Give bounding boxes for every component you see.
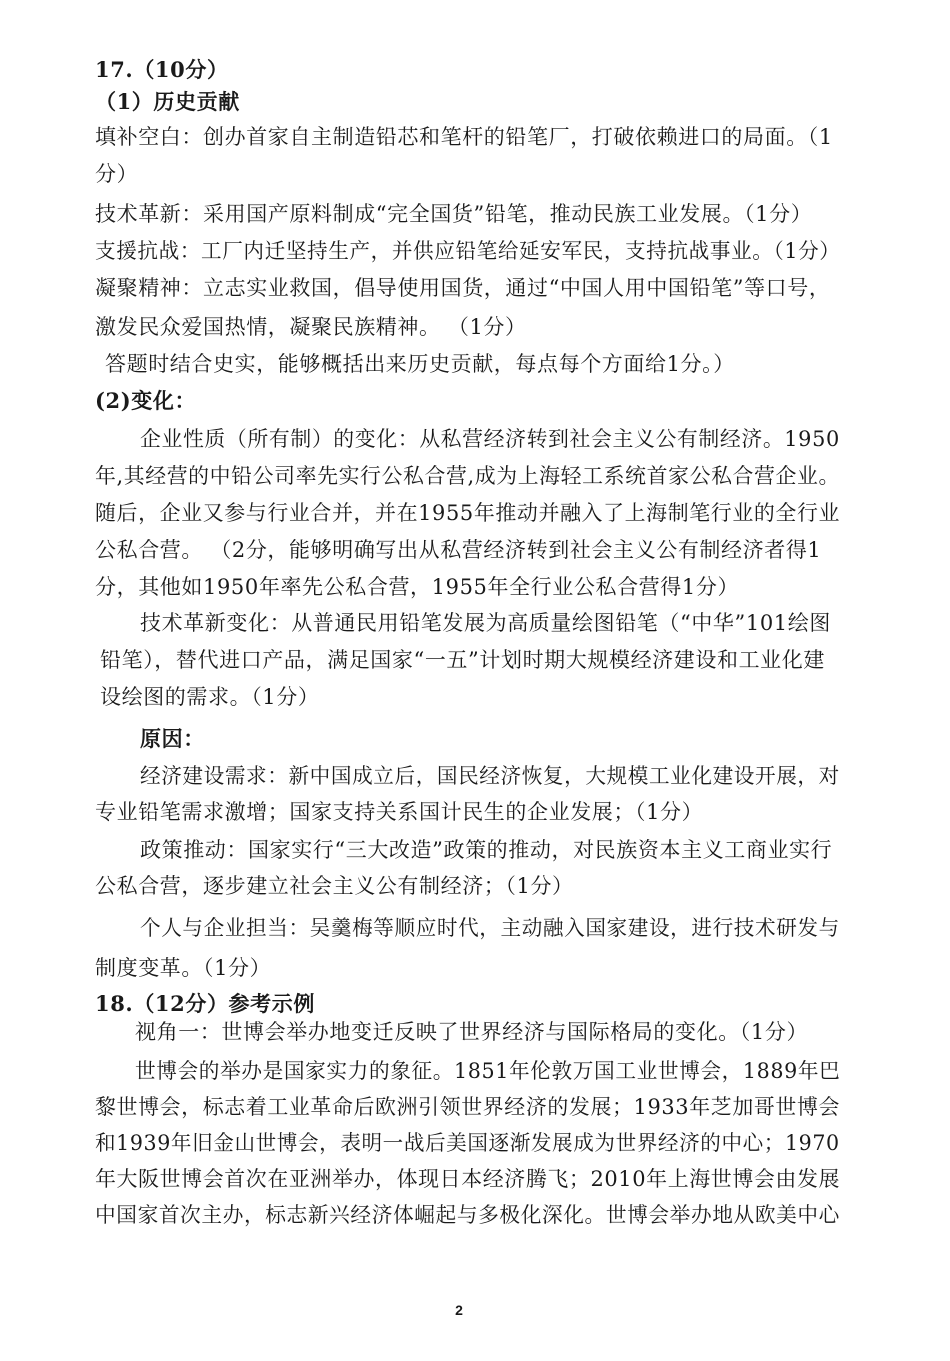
q17-part1-line: 填补空白：创办首家自主制造铅芯和笔杆的铅笔厂，打破依赖进口的局面。（1 xyxy=(95,125,833,149)
q17-reason-title: 原因： xyxy=(140,726,205,751)
q18-line: 世博会的举办是国家实力的象征。1851年伦敦万国工业世博会，1889年巴 xyxy=(135,1059,841,1083)
q17-part2-line: 分，其他如1950年率先公私合营，1955年全行业公私合营得1分） xyxy=(95,575,740,599)
q17-reason-line: 个人与企业担当：吴羹梅等顺应时代，主动融入国家建设，进行技术研发与 xyxy=(140,916,840,940)
q18-heading: 18.（12分）参考示例 xyxy=(95,991,315,1016)
q17-part2-line: 年,其经营的中铅公司率先实行公私合营,成为上海轻工系统首家公私合营企业。 xyxy=(95,464,840,488)
page-number: 2 xyxy=(455,1302,463,1318)
q17-part1-line: 技术革新：采用国产原料制成“完全国货”铅笔，推动民族工业发展。（1分） xyxy=(95,202,813,226)
q18-line: 年大阪世博会首次在亚洲举办，体现日本经济腾飞；2010年上海世博会由发展 xyxy=(95,1167,841,1191)
q17-part1-line: 分） xyxy=(95,162,139,186)
q17-part2-line: 随后，企业又参与行业合并，并在1955年推动并融入了上海制笔行业的全行业 xyxy=(95,501,841,525)
q17-part1-line: 激发民众爱国热情，凝聚民族精神。 （1分） xyxy=(95,315,527,339)
q18-line: 黎世博会，标志着工业革命后欧洲引领世界经济的发展；1933年芝加哥世博会 xyxy=(95,1095,841,1119)
q17-part2-line: 设绘图的需求。（1分） xyxy=(100,685,320,709)
q17-heading: 17.（10分） xyxy=(95,57,229,82)
q17-part2-line: 技术革新变化：从普通民用铅笔发展为高质量绘图铅笔（“中华”101绘图 xyxy=(140,611,831,635)
q17-part1-line: 凝聚精神：立志实业救国，倡导使用国货，通过“中国人用中国铅笔”等口号， xyxy=(95,276,831,300)
q18-line: 视角一：世博会举办地变迁反映了世界经济与国际格局的变化。（1分） xyxy=(135,1020,809,1044)
q18-line: 中国家首次主办，标志新兴经济体崛起与多极化深化。世博会举办地从欧美中心 xyxy=(95,1203,840,1227)
q17-part1-line: 支援抗战：工厂内迁坚持生产，并供应铅笔给延安军民，支持抗战事业。（1分） xyxy=(95,239,841,263)
q17-reason-line: 专业铅笔需求激增；国家支持关系国计民生的企业发展；（1分） xyxy=(95,800,704,824)
q17-part1-note: 答题时结合史实，能够概括出来历史贡献，每点每个方面给1分。） xyxy=(105,352,735,376)
q17-reason-line: 公私合营，逐步建立社会主义公有制经济；（1分） xyxy=(95,874,574,898)
q17-reason-line: 经济建设需求：新中国成立后，国民经济恢复，大规模工业化建设开展，对 xyxy=(140,764,840,788)
q17-part2-line: 企业性质（所有制）的变化：从私营经济转到社会主义公有制经济。1950 xyxy=(140,427,840,451)
q17-reason-line: 制度变革。（1分） xyxy=(95,956,272,980)
q17-reason-line: 政策推动：国家实行“三大改造”政策的推动，对民族资本主义工商业实行 xyxy=(140,838,833,862)
q17-part2-line: 公私合营。 （2分，能够明确写出从私营经济转到社会主义公有制经济者得1 xyxy=(95,538,822,562)
q17-part2-title: (2)变化： xyxy=(95,388,197,413)
q17-part2-line: 铅笔），替代进口产品，满足国家“一五”计划时期大规模经济建设和工业化建 xyxy=(100,648,825,672)
q17-part1-title: （1）历史贡献 xyxy=(95,89,240,114)
q18-line: 和1939年旧金山世博会，表明一战后美国逐渐发展成为世界经济的中心；1970 xyxy=(95,1131,840,1155)
